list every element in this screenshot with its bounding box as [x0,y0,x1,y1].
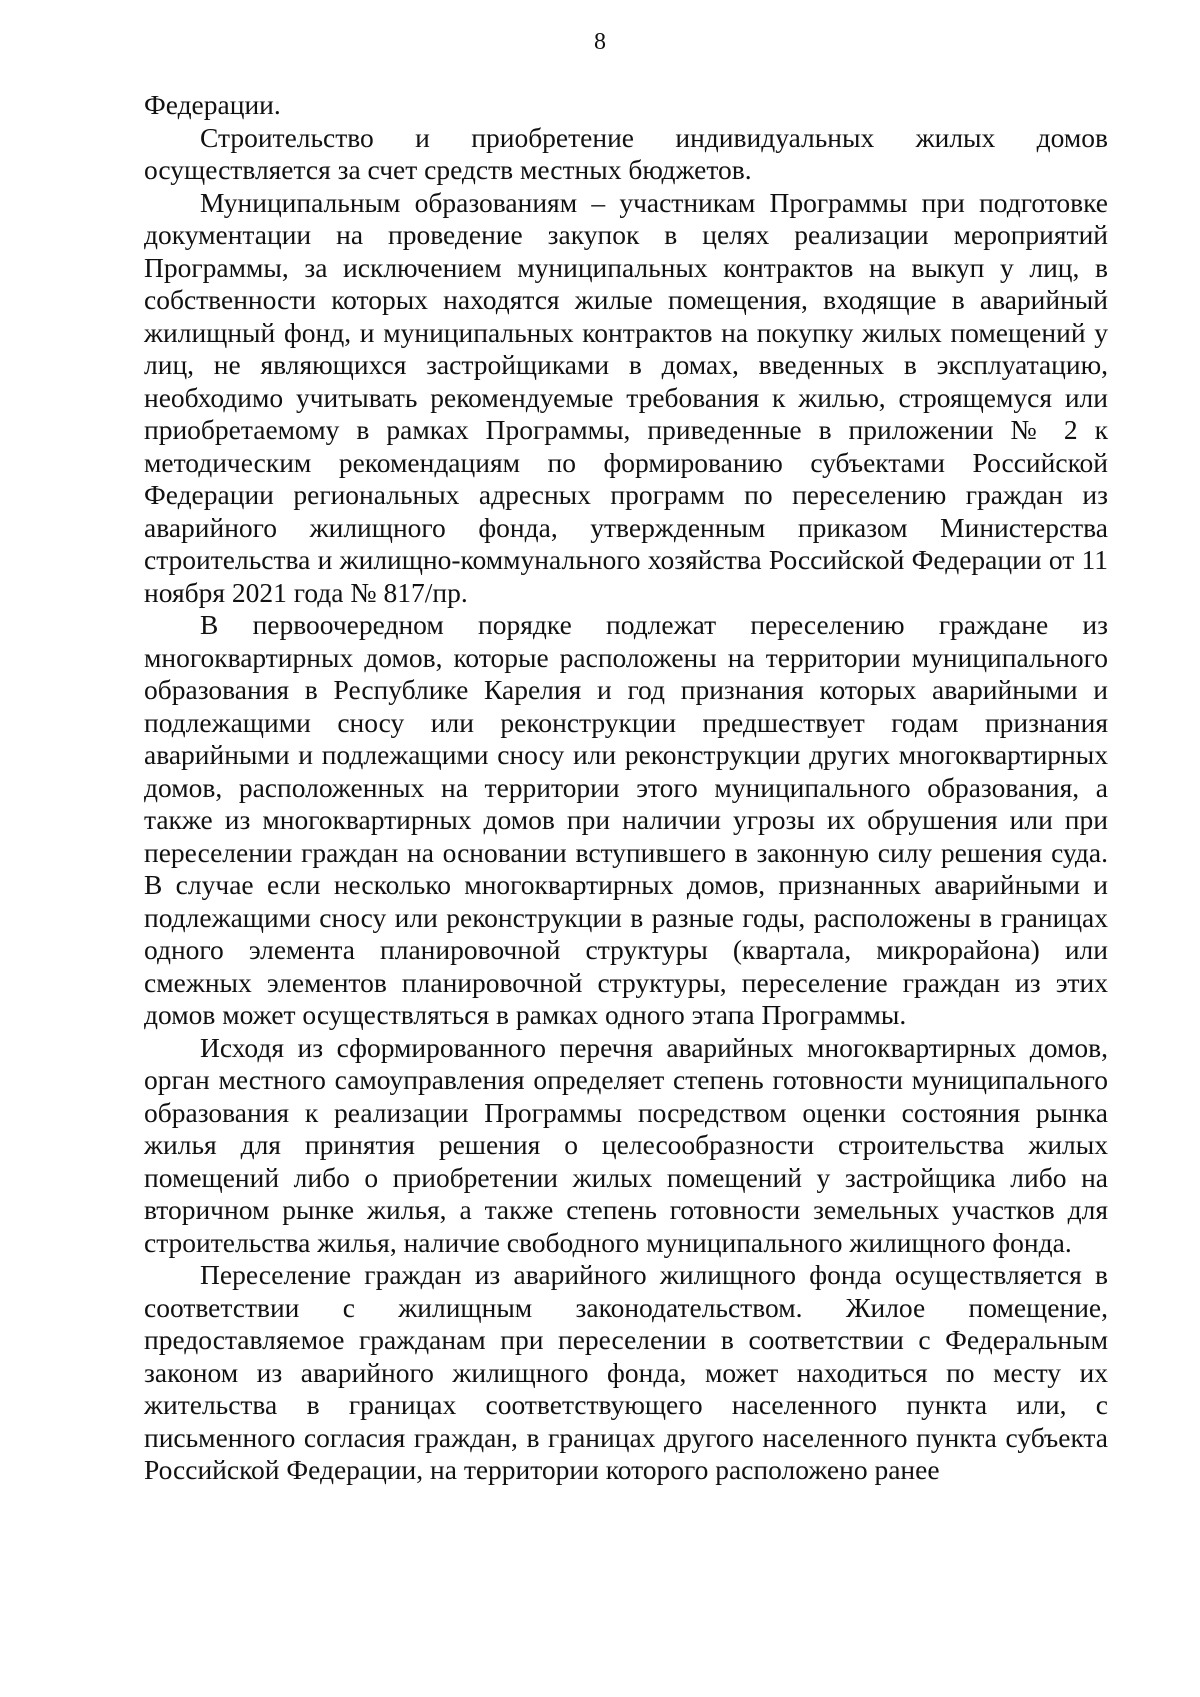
document-body [144,89,1108,1487]
paragraph-resettlement-housing: Переселение граждан из аварийного жилищного фонда осуществляется в соответствии с жилищным законодательством. Жилое помещение, предоставляемое гражданам при переселении в соответствии с Федеральным законом из аварийного жилищного фонда, может находиться по месту их жительства в границах соответствующего населенного пункта или, с письменного согласия граждан, в границах другого населенного пункта субъекта Российской Федерации, на территории которого расположено ранее [144,1259,1108,1485]
paragraph-readiness-assessment: Исходя из сформированного перечня аварийных многоквартирных домов, орган местного самоуправления определяет степень готовности муниципального образования к реализации Программы посредством оценки состояния рынка жилья для принятия решения о целесообразности строительства жилых помещений либо о приобретении жилых помещений у застройщика либо на вторичном рынке жилья, а также степень готовности земельных участков для строительства жилья, наличие свободного муниципального жилищного фонда. [144,1031,1108,1258]
paragraph-continuation: Федерации. [144,89,281,120]
paragraph-priority-resettlement: В первоочередном порядке подлежат переселению граждане из многоквартирных домов, которые расположены на территории муниципального образования в Республике Карелия и год признания которых аварийными и подлежащими сносу или реконструкции предшествует годам признания аварийными и подлежащими сносу или реконструкции других многоквартирных домов, расположенных на территории этого муниципального образования, а также из многоквартирных домов при наличии угрозы их обрушения или при переселении граждан на основании вступившего в законную силу решения суда. В случае если несколько многоквартирных домов, признанных аварийными и подлежащими сносу или реконструкции в разные годы, расположены в границах одного элемента планировочной структуры (квартала, микрорайона) или смежных элементов планировочной структуры, переселение граждан из этих домов может осуществляться в рамках одного этапа Программы. [144,609,1108,1030]
page-number: 8 [594,29,606,55]
paragraph-construction-funding: Строительство и приобретение индивидуальных жилых домов осуществляется за счет средств местных бюджетов. [144,121,1108,185]
paragraph-procurement-requirements: Муниципальным образованиям – участникам Программы при подготовке документации на проведение закупок в целях реализации мероприятий Программы, за исключением муниципальных контрактов на выкуп у лиц, в собственности которых находятся жилые помещения, входящие в аварийный жилищный фонд, и муниципальных контрактов на покупку жилых помещений у лиц, не являющихся застройщиками в домах, введенных в эксплуатацию, необходимо учитывать рекомендуемые требования к жилью, строящемуся или приобретаемому в рамках Программы, приведенные в приложении № 2 к методическим рекомендациям по формированию субъектами Российской Федерации региональных адресных программ по переселению граждан из аварийного жилищного фонда, утвержденным приказом Министерства строительства и жилищно-коммунального хозяйства Российской Федерации от 11 ноября 2021 года № 817/пр. [144,186,1108,608]
